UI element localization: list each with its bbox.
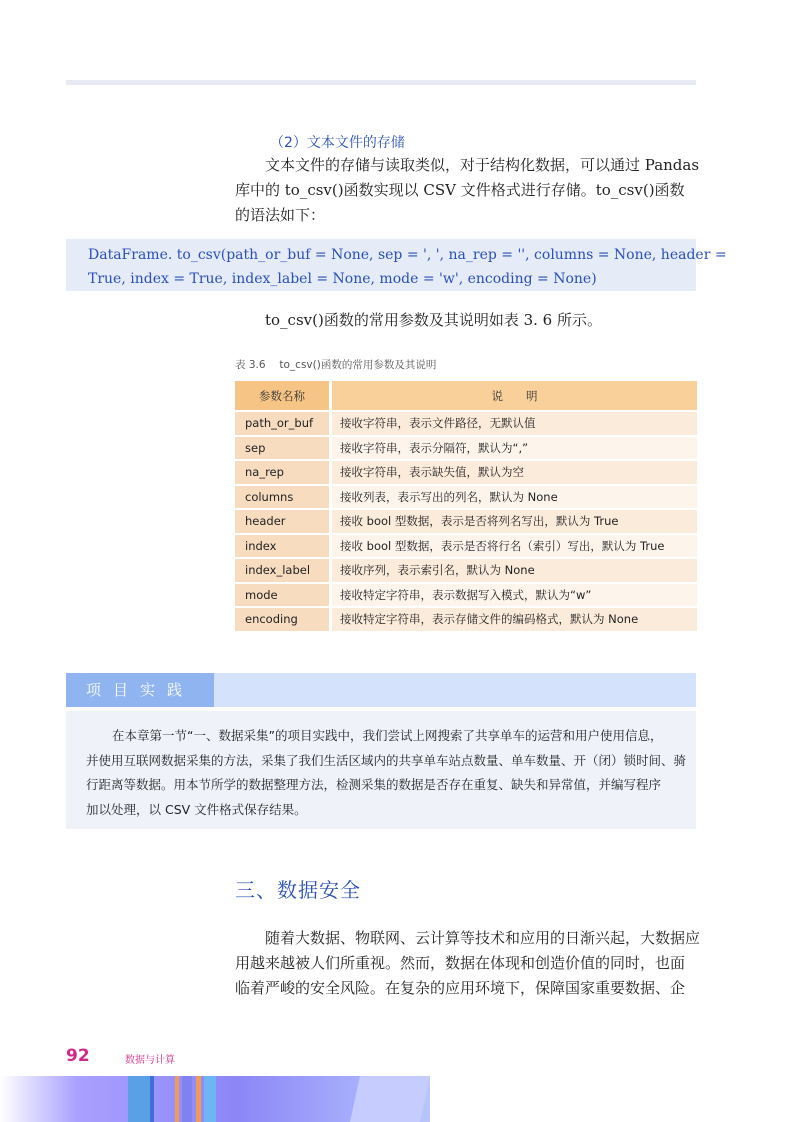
- body-line-3: 临着严峻的安全风险。在复杂的应用环境下，保障国家重要数据、企: [235, 979, 686, 997]
- table-row: [235, 461, 697, 484]
- header-rule: [66, 80, 696, 85]
- param-desc: 接收特定字符串，表示存储文件的编码格式，默认为 None: [332, 608, 697, 631]
- section-title: 三、数据安全: [235, 878, 361, 902]
- after-code-paragraph: [235, 308, 697, 333]
- param-name: mode: [235, 584, 332, 607]
- param-desc: 接收特定字符串，表示数据写入模式，默认为“w”: [332, 584, 697, 607]
- body-paragraph: [235, 926, 701, 1001]
- table-row: [235, 608, 697, 631]
- project-line-2: 并使用互联网数据采集的方法，采集了我们生活区域内的共享单车站点数量、单车数量、开（闭）锁时间、骑: [86, 752, 687, 768]
- project-line-4: 加以处理，以 CSV 文件格式保存结果。: [86, 801, 307, 817]
- body-line-1: 随着大数据、物联网、云计算等技术和应用的日渐兴起，大数据应: [265, 929, 701, 947]
- after-code-text: to_csv()函数的常用参数及其说明如表 3. 6 所示。: [265, 311, 602, 329]
- intro-paragraph: [235, 153, 700, 228]
- intro-line-2: 库中的 to_csv()函数实现以 CSV 文件格式进行存储。to_csv()函数: [235, 181, 685, 199]
- project-box: [66, 711, 696, 829]
- code-syntax-box: [66, 239, 727, 291]
- table-row: [235, 535, 697, 558]
- param-name: na_rep: [235, 461, 332, 484]
- intro-line-3: 的语法如下：: [235, 206, 326, 224]
- table-row: [235, 437, 697, 460]
- project-label: 项目实践: [66, 673, 214, 707]
- footer-decoration: [0, 1076, 800, 1122]
- parameters-table: [235, 379, 697, 633]
- param-desc: 接收序列，表示索引名，默认为 None: [332, 559, 697, 582]
- table-header-row: [235, 381, 697, 410]
- table-row: [235, 584, 697, 607]
- table-row: [235, 486, 697, 509]
- param-desc: 接收 bool 型数据，表示是否将列名写出，默认为 True: [332, 510, 697, 533]
- table-row: [235, 559, 697, 582]
- table-caption: 表 3.6 to_csv()函数的常用参数及其说明: [235, 359, 437, 371]
- body-line-2: 用越来越被人们所重视。然而，数据在体现和创造价值的同时，也面: [235, 954, 686, 972]
- param-name: encoding: [235, 608, 332, 631]
- param-desc: 接收列表，表示写出的列名，默认为 None: [332, 486, 697, 509]
- book-title: 数据与计算: [125, 1055, 175, 1066]
- param-desc: 接收字符串，表示分隔符，默认为“,”: [332, 437, 697, 460]
- header-desc: 说 明: [332, 381, 697, 410]
- param-desc: 接收 bool 型数据，表示是否将行名（索引）写出，默认为 True: [332, 535, 697, 558]
- table-row: [235, 412, 697, 435]
- param-name: index: [235, 535, 332, 558]
- table-row: [235, 510, 697, 533]
- param-name: index_label: [235, 559, 332, 582]
- intro-line-1: 文本文件的存储与读取类似，对于结构化数据，可以通过 Pandas: [265, 156, 700, 174]
- param-name: columns: [235, 486, 332, 509]
- page-number: 92: [66, 1046, 90, 1066]
- param-name: sep: [235, 437, 332, 460]
- param-desc: 接收字符串，表示文件路径，无默认值: [332, 412, 697, 435]
- project-line-1: 在本章第一节“一、数据采集”的项目实践中，我们尝试上网搜索了共享单车的运营和用户使用信息，: [112, 728, 663, 743]
- param-name: header: [235, 510, 332, 533]
- code-line-2: True, index = True, index_label = None, mode = 'w', encoding = None): [88, 271, 597, 287]
- subsection-title: （2）文本文件的存储: [270, 135, 405, 151]
- param-desc: 接收字符串，表示缺失值，默认为空: [332, 461, 697, 484]
- header-param: 参数名称: [235, 381, 332, 410]
- project-line-3: 行距离等数据。用本节所学的数据整理方法，检测采集的数据是否存在重复、缺失和异常值，并编写程序: [86, 777, 662, 792]
- param-name: path_or_buf: [235, 412, 332, 435]
- code-line-1: DataFrame. to_csv(path_or_buf = None, sep = ', ', na_rep = '', columns = None, header =: [88, 247, 727, 263]
